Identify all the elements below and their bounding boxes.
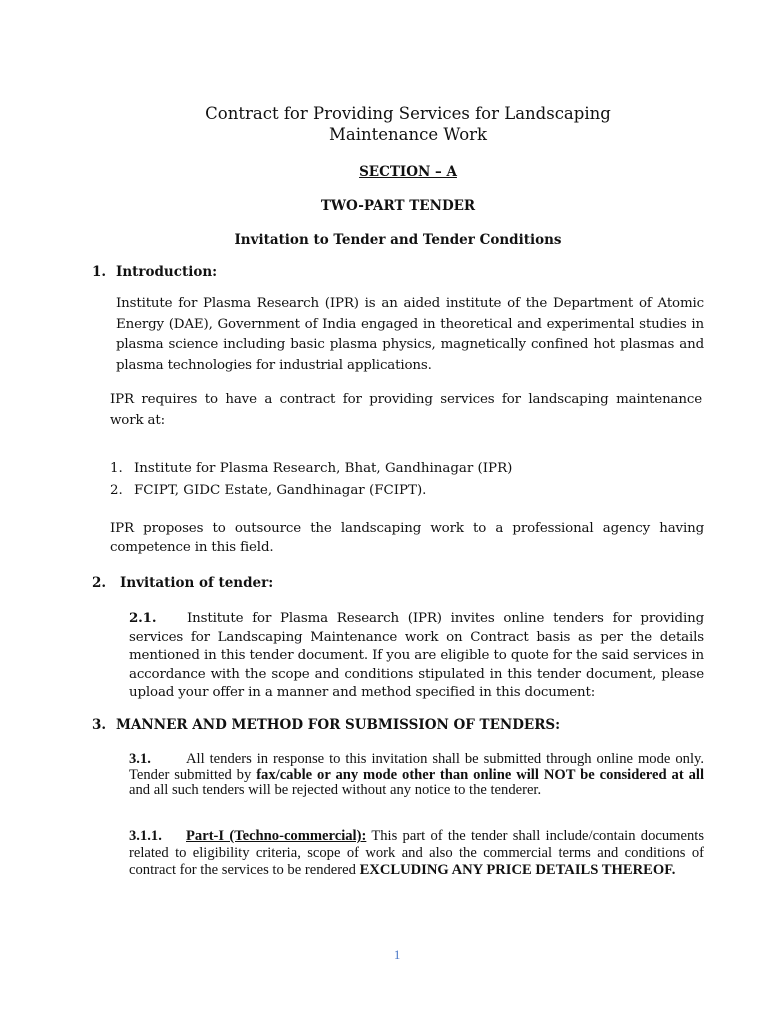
section-1-para-1: Institute for Plasma Research (IPR) is an aided institute of the Department of Atomic Energy (DAE), Government of India engaged in theoretical and experimental studies in plasma science including basic plasma physics, magnetically confined hot plasmas and plasma technologies for industrial applications. [116, 296, 704, 373]
section-3-1-number: 3.1. [129, 751, 151, 767]
list-item [110, 459, 512, 479]
section-3-1-1-text: This part of the tender shall include/contain documents related to eligibility criteria, scope of work and also the commercial terms and conditions of contract for the services to be rendered [129, 828, 705, 878]
list-item-text: Institute for Plasma Research, Bhat, Gandhinagar (IPR) [134, 461, 513, 476]
page-number: 1 [394, 948, 401, 962]
section-2-1-paragraph [129, 609, 704, 703]
section-1-para-2-text: IPR requires to have a contract for providing services for landscaping maintenance work at: [110, 392, 702, 428]
section-1-number: 1. [92, 264, 107, 280]
subtitle: Invitation to Tender and Tender Conditions [234, 232, 562, 248]
section-3-1-text-b: and all such tenders will be rejected without any notice to the tenderer. [129, 782, 542, 798]
part-1-label: Part-I (Techno-commercial): [186, 828, 367, 844]
section-3-1-1-paragraph [129, 828, 704, 879]
section-3-1-1-number: 3.1.1. [129, 828, 162, 844]
list-item-number: 1. [110, 461, 123, 476]
section-1-para-3: IPR proposes to outsource the landscaping work to a professional agency having competence in this field. [110, 521, 704, 555]
title-line-2: Maintenance Work [328, 125, 488, 144]
section-2-1-number: 2.1. [129, 610, 157, 626]
section-3-heading: MANNER AND METHOD FOR SUBMISSION OF TENDERS: [116, 717, 561, 733]
list-item-text: FCIPT, GIDC Estate, Gandhinagar (FCIPT). [134, 483, 427, 498]
section-3-1-bold: fax/cable or any mode other than online will NOT be considered at all [256, 766, 704, 783]
list-item [110, 481, 426, 501]
title-line-1: Contract for Providing Services for Landscaping [205, 104, 611, 123]
document-title [0, 103, 768, 145]
section-1-para-2 [110, 390, 702, 431]
section-3-1-1-bold: EXCLUDING ANY PRICE DETAILS THEREOF. [359, 862, 676, 878]
tender-type: TWO-PART TENDER [320, 198, 476, 214]
section-2-1-text: Institute for Plasma Research (IPR) invites online tenders for providing services for Landscaping Maintenance work on Contract basis as per the details mentioned in this tender document. If you are eligible to quote for the said services in accordance with the scope and conditions stipulated in this tender document, please upload your offer in a manner and method specified in this document: [129, 611, 704, 700]
list-item-number: 2. [110, 483, 123, 498]
section-3-number: 3. [92, 717, 107, 733]
section-label: SECTION – A [359, 164, 457, 180]
section-1-heading: Introduction: [116, 264, 218, 280]
section-2-number: 2. [92, 575, 107, 591]
section-3-1-paragraph [129, 752, 704, 799]
section-3-1-text-a: All tenders in response to this invitation shall be submitted through online mode only. Tender submitted by [129, 751, 704, 783]
section-2-heading: Invitation of tender: [120, 575, 274, 591]
